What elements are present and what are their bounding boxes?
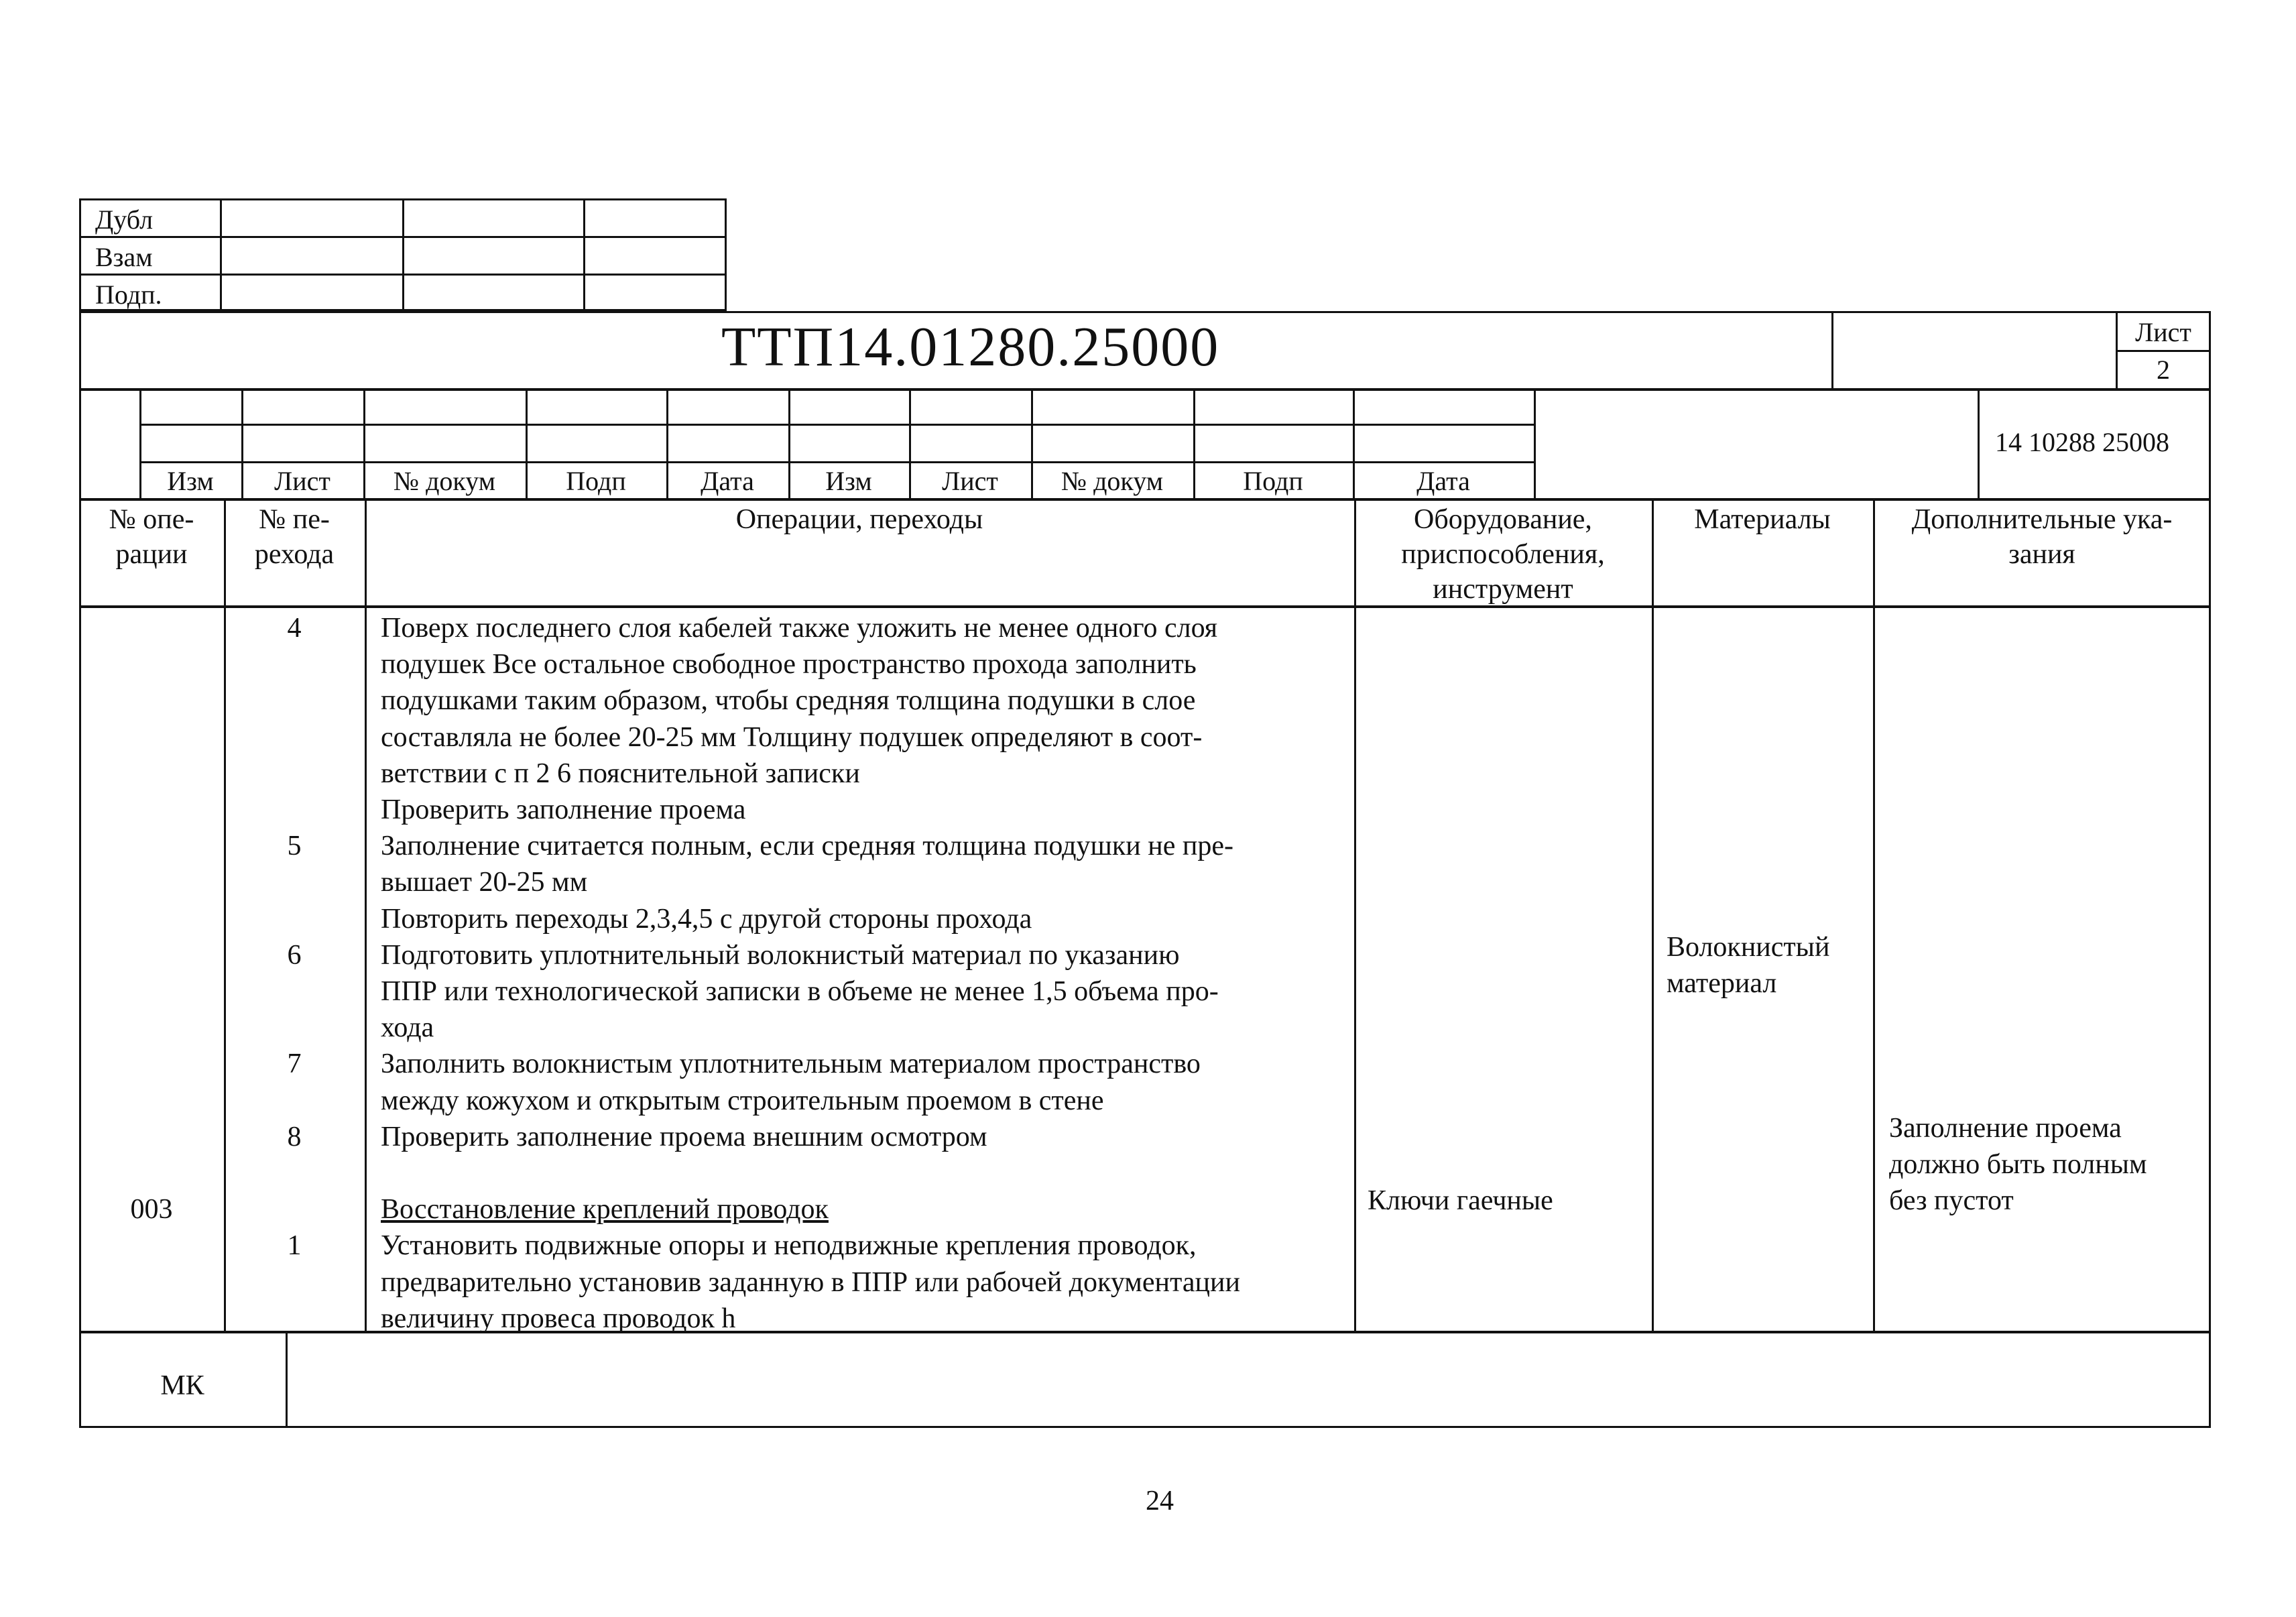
step-number: 7 xyxy=(287,1049,302,1079)
rev-header: Подп xyxy=(566,466,626,496)
revision-divider xyxy=(1534,389,1536,500)
title-divider xyxy=(2116,350,2211,352)
operation-line xyxy=(0,1050,2296,1083)
step-number: 5 xyxy=(287,831,302,861)
operation-text: Заполнение считается полным, если средняя толщина подушки не пре- xyxy=(381,831,1233,861)
step-number: 6 xyxy=(287,940,302,971)
operation-line xyxy=(0,650,2296,684)
footer-row xyxy=(79,1331,2211,1428)
stamp-divider xyxy=(402,198,404,311)
operation-text: подушками таким образом, чтобы средняя толщина подушки в слое xyxy=(381,685,1196,716)
revision-divider xyxy=(139,424,1534,426)
rev-header: Дата xyxy=(701,466,754,496)
note-text: должно быть полным xyxy=(1889,1149,2147,1180)
document-code: ТТП14.01280.25000 xyxy=(721,316,1220,378)
revision-divider xyxy=(1978,389,1980,500)
operation-line xyxy=(0,1014,2296,1047)
stamp-label-podp: Подп. xyxy=(95,280,162,310)
operation-text: Заполнить волокнистым уплотнительным материалом пространство xyxy=(381,1049,1201,1079)
rev-header: Изм xyxy=(825,466,872,496)
sheet-number: 2 xyxy=(2157,355,2170,385)
operation-text: подушек Все остальное свободное пространство прохода заполнить xyxy=(381,649,1197,680)
sheet-label: Лист xyxy=(2135,317,2191,347)
operation-line xyxy=(0,723,2296,757)
header-equipment: Оборудование, xyxy=(1414,504,1592,535)
operation-text: между кожухом и открытым строительным проемом в стене xyxy=(381,1085,1104,1116)
operation-line xyxy=(0,796,2296,829)
rev-header: № докум xyxy=(1061,466,1164,496)
operation-line xyxy=(0,941,2296,975)
rev-header: Лист xyxy=(274,466,330,496)
rev-header: Дата xyxy=(1416,466,1470,496)
operation-text: ветствии с п 2 6 пояснительной записки xyxy=(381,758,860,789)
operation-text: вышает 20-25 мм xyxy=(381,867,588,898)
operation-line xyxy=(0,1268,2296,1302)
footer-divider xyxy=(286,1331,288,1428)
operation-line xyxy=(0,686,2296,720)
note-text: Заполнение проема xyxy=(1889,1113,2122,1144)
title-divider xyxy=(1831,311,1833,390)
header-notes: зания xyxy=(2008,539,2075,570)
material-text: Волокнистый xyxy=(1667,932,1830,963)
operation-line xyxy=(0,760,2296,793)
header-equipment: приспособления, xyxy=(1401,539,1605,570)
operation-text: Подготовить уплотнительный волокнистый материал по указанию xyxy=(381,940,1180,971)
operation-text: составляла не более 20-25 мм Толщину подушек определяют в соот- xyxy=(381,722,1203,753)
operation-line xyxy=(0,977,2296,1011)
stamp-label-vzam: Взам xyxy=(95,242,153,272)
material-text: материал xyxy=(1667,968,1777,999)
step-number: 1 xyxy=(287,1230,302,1261)
header-step-no: рехода xyxy=(254,539,335,570)
operation-line xyxy=(0,1232,2296,1265)
operation-title: Восстановление креплений проводок xyxy=(381,1194,829,1225)
note-text: без пустот xyxy=(1889,1185,2014,1216)
document-id: 14 10288 25008 xyxy=(1995,427,2169,457)
header-step-no: № пе- xyxy=(259,504,330,535)
operation-text: хода xyxy=(381,1012,434,1043)
rev-header: Лист xyxy=(942,466,998,496)
step-number: 8 xyxy=(287,1122,302,1152)
revision-divider xyxy=(139,461,1534,463)
footer-label: МК xyxy=(160,1370,204,1401)
stamp-label-dubl: Дубл xyxy=(95,204,154,235)
operation-line xyxy=(0,832,2296,865)
rev-header: Подп xyxy=(1243,466,1303,496)
page-number: 24 xyxy=(1146,1486,1174,1516)
operation-text: Установить подвижные опоры и неподвижные крепления проводок, xyxy=(381,1230,1197,1261)
operation-number: 003 xyxy=(130,1194,173,1225)
operation-line xyxy=(0,868,2296,902)
stamp-divider xyxy=(583,198,585,311)
header-notes: Дополнительные ука- xyxy=(1911,504,2173,535)
operation-line xyxy=(0,905,2296,939)
stamp-divider xyxy=(220,198,222,311)
operation-text: Проверить заполнение проема внешним осмотром xyxy=(381,1122,987,1152)
step-number: 4 xyxy=(287,613,302,644)
operation-text: Поверх последнего слоя кабелей также уложить не менее одного слоя xyxy=(381,613,1218,644)
header-op-no: рации xyxy=(115,539,188,570)
operation-text: величину провеса проводок h xyxy=(381,1303,736,1334)
rev-header: Изм xyxy=(167,466,214,496)
equipment-text: Ключи гаечные xyxy=(1368,1185,1553,1216)
operation-text: ППР или технологической записки в объеме не менее 1,5 объема про- xyxy=(381,976,1219,1007)
operation-text: Проверить заполнение проема xyxy=(381,794,746,825)
header-materials: Материалы xyxy=(1694,504,1831,535)
header-operations: Операции, переходы xyxy=(735,504,983,535)
header-op-no: № опе- xyxy=(109,504,194,535)
operation-line xyxy=(0,614,2296,648)
operation-text: предварительно установив заданную в ППР или рабочей документации xyxy=(381,1267,1240,1298)
rev-header: № докум xyxy=(393,466,496,496)
operation-text: Повторить переходы 2,3,4,5 с другой стороны прохода xyxy=(381,904,1032,935)
header-equipment: инструмент xyxy=(1433,574,1573,605)
